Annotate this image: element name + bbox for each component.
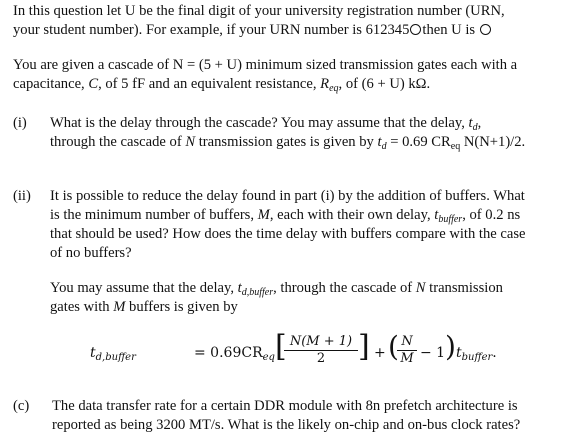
plus-sign: + (374, 345, 386, 361)
given-line-2: capacitance, C, of 5 fF and an equivalent resistance, $R_{eq}$, of (6 + U) kΩ. (13, 76, 431, 94)
given-line-1: You are given a cascade of N = (5 + U) minimum sized transmission gates each with a (13, 57, 518, 73)
right-paren: ) (445, 330, 456, 363)
equation-coefficient: = $0.69CR_{eq}$ (194, 345, 275, 363)
intro-paragraph (13, 2, 573, 40)
circle-placeholder-icon (480, 24, 491, 35)
question-i-text: What is the delay through the cascade? You may assume that the delay, $t_d$, through the cascade of N transmission gates is given by $t_d = 0.69$ $CR_{eq}$ N(N+1)/2. (50, 115, 526, 152)
equation-lhs: $t_{d,buffer}$ (90, 345, 136, 363)
question-label: (c) (13, 398, 30, 414)
equation-buffer-term: $t_{buffer}$. (456, 345, 497, 363)
fraction-n-m-plus-1: $\frac{N(M + 1)}{2}$ (284, 334, 358, 367)
question-ii-assumption: You may assume that the delay, $t_{d,buffer}$, through the cascade of N transmission gates with M buffers is given by (50, 280, 503, 315)
minus-one: − 1 (420, 345, 446, 361)
question-label: (i) (13, 115, 27, 131)
intro-line-2: your student number). For example, if your URN number is 612345 then U is (13, 21, 573, 40)
question-c-text: The data transfer rate for a certain DDR module with 8n prefetch architecture is reported as being 3200 MT/s. What is the likely on-chip and on-bus clock rates? (52, 398, 521, 433)
right-bracket: ] (358, 329, 370, 364)
fraction-n-over-m: $\frac{N}{M}$ (397, 334, 417, 367)
given-paragraph (13, 56, 573, 94)
question-label: (ii) (13, 188, 31, 204)
intro-line-1: In this question let U be the final digit of your university registration number (URN, (13, 3, 505, 19)
left-bracket: [ (275, 329, 287, 364)
circle-placeholder-icon (410, 24, 421, 35)
question-ii-text: It is possible to reduce the delay found in part (i) by the addition of buffers. What is the minimum number of buffers, M, each with their own delay, $t_{buffer}$, of 0.2 ns that should be used? How does the time delay with buffers compare with the case of no buffers? (50, 188, 526, 261)
left-paren: ( (388, 330, 399, 363)
